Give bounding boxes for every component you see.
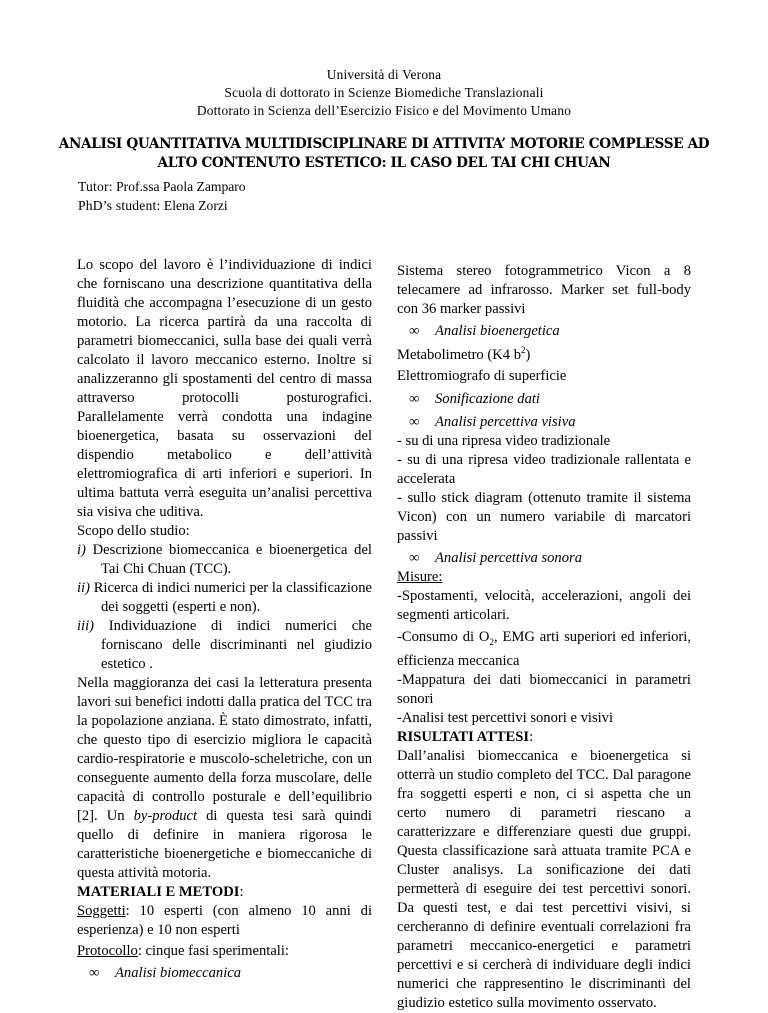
methods-heading-text: MATERIALI E METODI — [77, 884, 240, 900]
objective-number: ii) — [77, 580, 90, 596]
vicon-paragraph: Sistema stereo fotogrammetrico Vicon a 8 telecamere ad infrarosso. Marker set full-body con 36 marker passivi — [397, 263, 691, 317]
bullet-text: Sonificazione dati — [435, 390, 540, 407]
metabolimeter-close: ) — [525, 346, 531, 363]
objective-text: Descrizione biomeccanica e bioenergetica del Tai Chi Chuan (TCC). — [92, 542, 372, 577]
measure-item: -Mappatura dei dati biomeccanici in parametri sonori — [397, 671, 691, 707]
superscript: 2 — [521, 345, 526, 355]
bullet-text: Analisi percettiva visiva — [435, 413, 576, 430]
heading-colon: : — [529, 728, 534, 745]
objective-number: iii) — [77, 618, 95, 634]
measure-item — [397, 628, 691, 671]
objective-item — [77, 617, 372, 674]
protocol-label: Protocollo — [77, 943, 138, 959]
subjects-text: : 10 esperti (con almeno 10 anni di esperienza) e 10 non esperti — [77, 903, 372, 938]
subscript: 2 — [489, 636, 494, 647]
results-paragraph: Dall’analisi biomeccanica e bioenergetica si otterrà un studio completo del TCC. Dal paragone fra soggetti esperti e non, ci si aspetta che un certo numero di parametri riescano a caratterizzare e differenziare questi due gruppi. Questa classificazione sarà attuata tramite PCA e Cluster analisys. La sonificazione dei dati permetterà di eseguire dei test percettivi sonori. Da questi test, e dai test percettivi visivi, si cercheranno di definire eventuali correlazioni fra parametri meccanico-energetici e parametri percettivi e si cercherà di individuare degli indici numerici che rappresentino le discriminanti del giudizio estetico sulla movimento osservato. — [397, 747, 691, 1011]
bullet-item — [397, 549, 691, 568]
bullet-text: Analisi percettiva sonora — [435, 549, 582, 566]
visual-item: - su di una ripresa video tradizionale — [397, 432, 611, 449]
literature-paragraph — [77, 674, 372, 883]
subjects-line — [77, 902, 372, 940]
visual-item: - su di una ripresa video tradizionale rallentata e accelerata — [397, 451, 691, 487]
methods-heading — [77, 883, 372, 902]
objective-text: Individuazione di indici numerici che forniscano delle discriminanti nel giudizio estetico . — [101, 618, 372, 672]
bullet-text: Analisi bioenergetica — [435, 323, 560, 339]
measure-text: -Consumo di O — [397, 628, 490, 645]
right-column — [397, 262, 691, 1013]
measures-label — [397, 568, 691, 587]
bullet-item — [397, 322, 691, 341]
tutor-name: Prof.ssa Paola Zamparo — [116, 179, 246, 194]
title-line-2: ALTO CONTENUTO ESTETICO: IL CASO DEL TAI CHI CHUAN — [157, 155, 611, 171]
tutor-line — [78, 179, 246, 195]
document-title — [40, 135, 728, 173]
infinity-bullet-icon: ∞ — [409, 323, 420, 339]
student-label: PhD’s student: — [78, 198, 161, 213]
metabolimeter-text: Metabolimetro (K4 b — [397, 346, 522, 363]
objective-item — [77, 541, 372, 579]
protocol-text: : cinque fasi sperimentali: — [137, 943, 289, 959]
measure-item: -Analisi test percettivi sonori e visivi — [397, 709, 614, 726]
measures-label-text: Misure: — [397, 568, 443, 585]
subjects-label: Soggetti — [77, 903, 126, 919]
bullet-item — [77, 964, 372, 983]
protocol-line — [77, 942, 372, 961]
results-heading-text: RISULTATI ATTESI — [397, 728, 530, 745]
student-line — [78, 198, 228, 214]
university-name: Università di Verona — [326, 67, 442, 82]
emg-line: Elettromiografo di superficie — [397, 367, 567, 384]
metabolimeter-line — [397, 341, 691, 365]
visual-item: - sullo stick diagram (ottenuto tramite il sistema Vicon) con un numero variabile di marcatori passivi — [397, 489, 691, 544]
bullet-text: Analisi biomeccanica — [115, 965, 242, 981]
measure-item: -Spostamenti, velocità, accelerazioni, angoli dei segmenti articolari. — [397, 587, 691, 623]
tutor-label: Tutor: — [78, 179, 113, 194]
bullet-item — [397, 413, 691, 432]
results-heading — [397, 728, 691, 747]
objective-text: Ricerca di indici numerici per la classificazione dei soggetti (esperti e non). — [93, 580, 373, 615]
left-column — [77, 256, 372, 983]
infinity-bullet-icon: ∞ — [409, 549, 420, 566]
literature-text-end: di questa tesi sarà quindi quello di definire in maniera rigorosa le caratteristiche bioenergetiche e biomeccaniche di questa attività motoria. — [77, 808, 372, 881]
bullet-item — [397, 390, 691, 409]
infinity-bullet-icon: ∞ — [409, 413, 420, 430]
school-name: Scuola di dottorato in Scienze Biomediche Translazionali — [224, 85, 544, 100]
doctorate-name: Dottorato in Scienza dell’Esercizio Fisico e del Movimento Umano — [196, 103, 572, 118]
measure-text-end: , EMG arti superiori ed inferiori, efficienza meccanica — [397, 628, 691, 669]
infinity-bullet-icon: ∞ — [409, 390, 420, 407]
scope-label: Scopo dello studio: — [77, 523, 190, 539]
infinity-bullet-icon: ∞ — [89, 965, 100, 981]
literature-emphasis: by-product — [133, 808, 198, 824]
title-line-1: ANALISI QUANTITATIVA MULTIDISCIPLINARE DI ATTIVITA’ MOTORIE COMPLESSE AD — [58, 136, 710, 152]
student-name: Elena Zorzi — [163, 198, 228, 213]
literature-text: Nella maggioranza dei casi la letteratura presenta lavori sui benefici indotti dalla pratica del TCC tra la popolazione anziana. È stato dimostrato, infatti, che questo tipo di esercizio migliora le capacità cardio-respiratorie e muscolo-scheletriche, con un conseguente aumento della forza muscolare, delle capacità di controllo posturale e dell’equilibrio [2]. Un — [77, 675, 372, 824]
objective-item — [77, 579, 372, 617]
intro-paragraph: Lo scopo del lavoro è l’individuazione di indici che forniscano una descrizione quantitativa della fluidità che accompagna l’esecuzione di un gesto motorio. La ricerca partirà da una raccolta di parametri biomeccanici, sulla base dei quali verrà calcolato il lavoro meccanico esterno. Inoltre si analizzeranno gli spostamenti del centro di massa attraverso protocolli posturografici. Parallelamente verrà condotta una indagine bioenergetica, basata su osservazioni del dispendio metabolico e dell’attività elettromiografica di arti inferiori e superiori. In ultima battuta verrà eseguita un’analisi percettiva sia visiva che uditiva. — [77, 257, 372, 520]
objective-number: i) — [77, 542, 86, 558]
heading-colon: : — [239, 884, 244, 900]
